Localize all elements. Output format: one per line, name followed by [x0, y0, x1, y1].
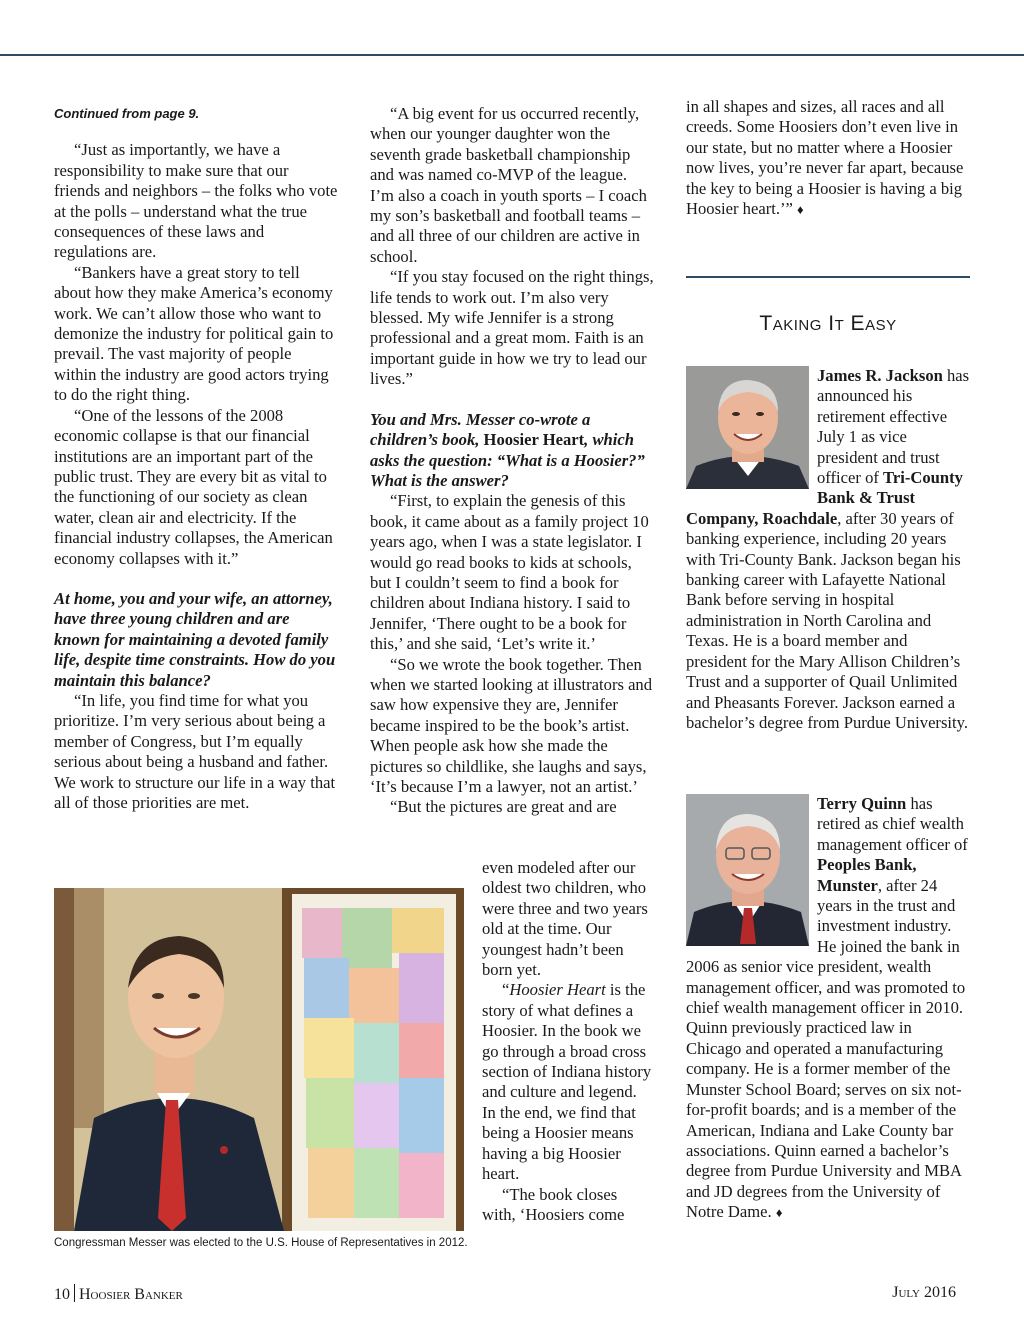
issue-date: July 2016: [892, 1284, 956, 1301]
quinn-portrait: [686, 794, 809, 946]
bio-sentence: , after 24 years in the trust and investment industry. He joined the bank in 2006 as senior vice president, wealth management officer, and was promoted to chief wealth management officer in 2010. Quinn previously practiced law in Chicago and operated a manufacturing company. He is a former member of the Munster School Board; serves on six not-for-profit boards; and is a member of the American, Indiana and Lake County bar associations. Quinn earned a bachelor’s degree from Purdue University and MBA and JD degrees from the University of Notre Dame.: [686, 875, 966, 1222]
paragraph: “Bankers have a great story to tell about how they make America’s economy work. We can’t allow those who want to demonize the industry for political gain to prevail. The vast majority of people within the industry are good actors trying to do the right thing.: [54, 262, 334, 405]
photo-caption: Congressman Messer was elected to the U.S. House of Representatives in 2012.: [54, 1237, 468, 1249]
end-mark-icon: ♦: [797, 202, 804, 218]
question-text: You and Mrs. Messer co-wrote a children’s book,: [370, 409, 591, 450]
quinn-photo: [686, 794, 809, 946]
paragraph: “In life, you find time for what you prioritize. I’m very serious about being a member of Congress, but I’m equally serious about being a husband and father. We work to structure our life in a way that all of those priorities are met.: [54, 690, 336, 812]
paragraph: “Just as importantly, we have a responsibility to make sure that our friends and neighbors – the folks who vote at the polls – understand what the true consequences of these laws and regulations are.: [54, 140, 338, 262]
book-title: Hoosier Heart: [509, 980, 606, 1000]
paragraph: “If you stay focused on the right things, life tends to work out. I’m also very blessed. My wife Jennifer is a strong professional and a great mom. Faith is an important guide in how we try to lead our lives.”: [370, 267, 654, 389]
column-3: [686, 97, 970, 220]
jackson-photo: [686, 366, 809, 489]
publication-name: Hoosier Banker: [79, 1286, 183, 1303]
paragraph: even modeled after our oldest two children, who were three and two years old at the time. Our youngest hadn’t been born yet.: [482, 858, 648, 980]
quote-mark: “: [502, 980, 510, 1000]
bank-name: Peoples Bank, Munster: [817, 855, 917, 895]
bio-sentence: , after 30 years of banking experience, including 20 years with Tri-County Bank. Jackson began his banking career with Lafayette National Bank before serving in hospital administration in North Carolina and Texas. He is a board member and president for the Mary Allison Children’s Trust and a supporter of Quail Unlimited and Pheasants Forever. Jackson earned a bachelor’s degree from Purdue University.: [686, 508, 969, 732]
paragraph-text: is the story of what defines a Hoosier. In the book we go through a broad cross section of Indiana history and culture and legend. In the end, we find that being a Hoosier means having a big Hoosier heart.: [482, 980, 652, 1184]
continued-label: Continued from page 9.: [54, 106, 200, 121]
paragraph: “The book closes with, ‘Hoosiers come: [482, 1184, 625, 1224]
book-title: Hoosier Heart: [483, 430, 585, 450]
footer-left: [54, 1284, 183, 1304]
bio-sentence: has announced his retirement effective July 1 as vice president and trust officer of: [817, 366, 970, 488]
jackson-bio: [686, 366, 970, 733]
paragraph: “A big event for us occurred recently, when our younger daughter won the seventh grade basketball championship and was named co-MVP of the league. I’m also a coach in youth sports – I coach my son’s basketball and football teams – and all three of our children are active in school.: [370, 104, 647, 266]
paragraph: “One of the lessons of the 2008 economic collapse is that our financial institutions are an important part of the public trust. They are every bit as vital to the functioning of our society as clean water, clean air and electricity. If the financial industry collapses, the American economy collapses with it.”: [54, 405, 333, 568]
paragraph: “First, to explain the genesis of this book, it came about as a family project 10 years ago, when I was a state legislator. I would go read books to kids at schools, but I couldn’t seem to find a book for children about Indiana history. I said to Jennifer, ‘There ought to be a book for this,’ and she said, ‘Let’s write it.’: [370, 491, 649, 654]
end-mark-icon: ♦: [775, 1205, 783, 1221]
congressman-illustration: [54, 888, 464, 1231]
column-2-continued: [482, 858, 654, 1225]
bank-name: Tri-County Bank & Trust Company, Roachdale: [686, 468, 963, 528]
paragraph: [482, 980, 654, 1184]
page-number: 10: [54, 1286, 70, 1303]
congressman-photo: [54, 888, 464, 1231]
column-2: [370, 104, 654, 818]
question-text: , which asks the question: “What is a Hoosier?” What is the answer?: [370, 430, 645, 490]
column-1: [54, 104, 338, 813]
section-rule: [686, 276, 970, 278]
bio-sentence: has retired as chief wealth management officer of: [817, 794, 968, 854]
paragraph: “So we wrote the book together. Then when we started looking at illustrators and saw how expensive they are, Jennifer became inspired to be the book’s artist. When people ask how she made the pictures so childlike, she laughs and says, ‘It’s because I’m a lawyer, not an artist.’: [370, 654, 653, 796]
quinn-bio: [686, 794, 970, 1224]
interview-question: At home, you and your wife, an attorney, have three young children and are known for maintaining a devoted family life, despite time constraints. How do you maintain this balance?: [54, 588, 336, 690]
paragraph: “But the pictures are great and are: [390, 797, 617, 817]
paragraph: [686, 97, 970, 220]
person-name: Terry Quinn: [817, 794, 907, 813]
interview-question: [370, 410, 654, 492]
jackson-portrait: [686, 366, 809, 489]
section-title: Taking It Easy: [759, 312, 897, 335]
paragraph-text: in all shapes and sizes, all races and all creeds. Some Hoosiers don’t even live in our state, but no matter where a Hoosier now lives, you’re never far apart, because the key to being a Hoosier is having a big Hoosier heart.’”: [686, 97, 964, 219]
person-name: James R. Jackson: [817, 366, 943, 385]
footer-divider: [74, 1284, 75, 1302]
header-rule: [0, 54, 1024, 56]
